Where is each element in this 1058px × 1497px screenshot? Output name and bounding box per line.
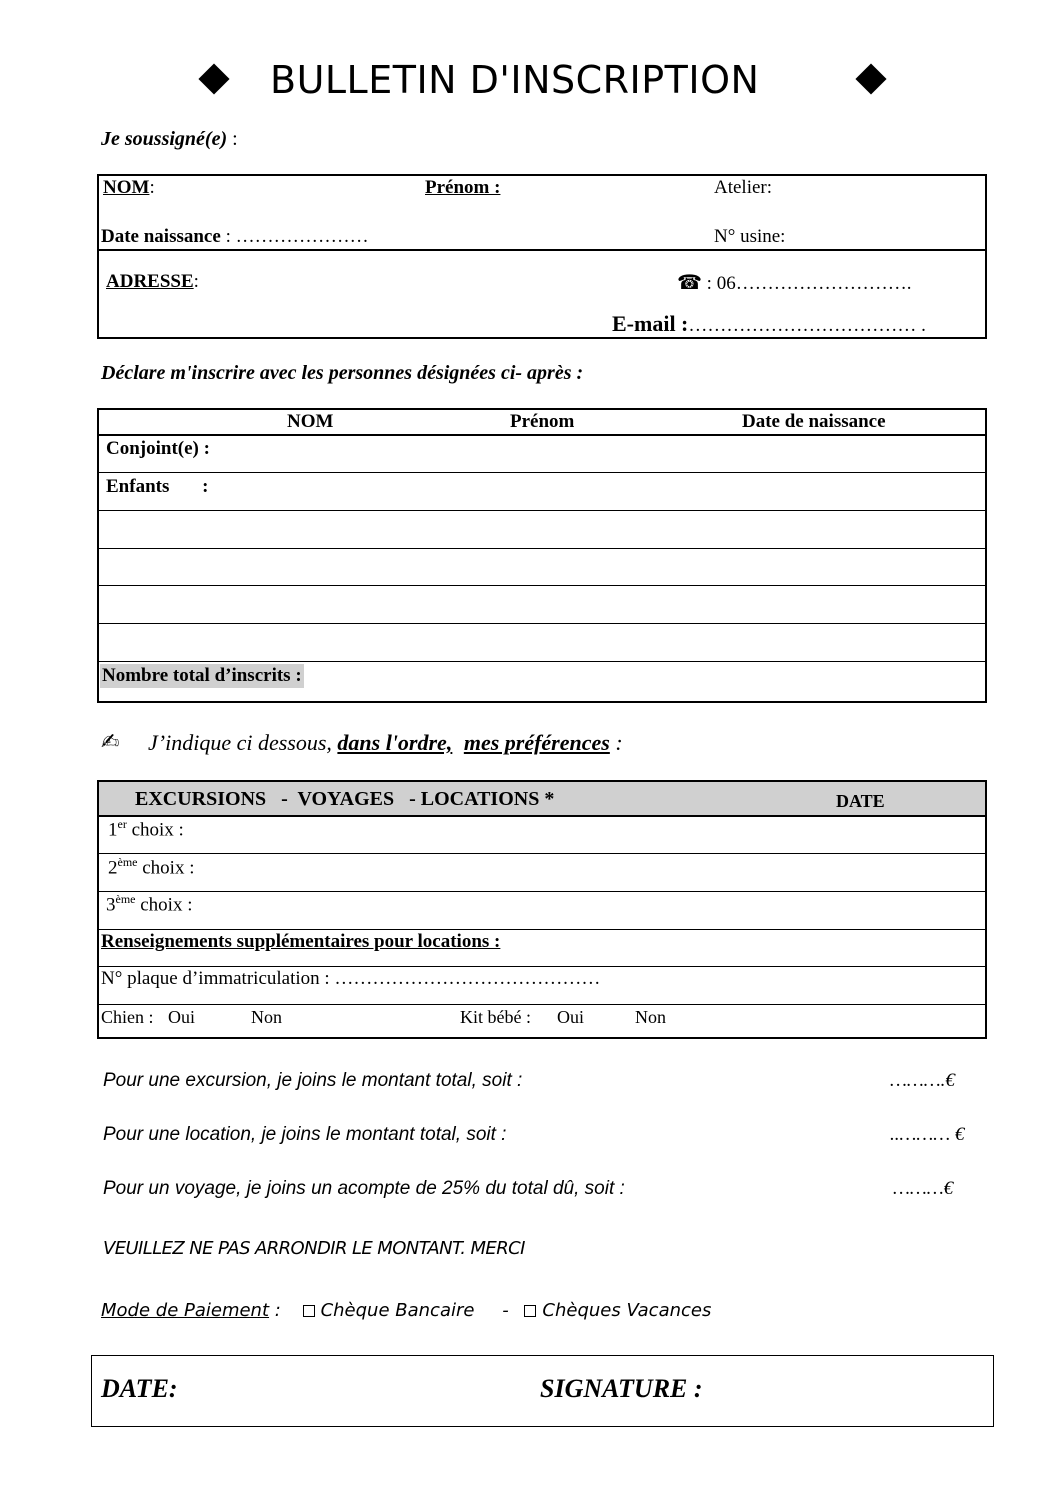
- choice-1-label: choix :: [126, 819, 184, 841]
- conjoint-label: Conjoint(e) :: [106, 438, 210, 459]
- choice-2-sup: ème: [117, 855, 138, 869]
- persons-header-divider: [97, 434, 987, 436]
- email-label: E-mail :: [612, 311, 689, 336]
- table-row-divider: [97, 585, 987, 586]
- adresse-colon: :: [193, 271, 199, 292]
- choices-header: EXCURSIONS - VOYAGES - LOCATIONS *: [135, 788, 555, 810]
- preferences-ordre: dans l'ordre,: [337, 730, 453, 755]
- date-naissance-field[interactable]: [101, 226, 369, 248]
- choice-3[interactable]: [106, 892, 193, 916]
- cheques-vacances-label: Chèques Vacances: [542, 1300, 712, 1321]
- payment-mode-label: Mode de Paiement: [101, 1300, 270, 1321]
- choice-3-sup: ème: [115, 892, 136, 906]
- enfants-label: [106, 476, 208, 498]
- choices-table: [97, 780, 987, 1039]
- chien-non-option[interactable]: Non: [251, 1007, 282, 1027]
- table-row-divider: [97, 966, 987, 967]
- preferences-line: [148, 730, 623, 756]
- adresse-field[interactable]: [106, 271, 199, 293]
- declare-text: Déclare m'inscrire avec les personnes désignées ci- après :: [101, 362, 584, 384]
- voyage-label: Pour un voyage, je joins un acompte de 25% du total dû, soit :: [103, 1178, 625, 1199]
- adresse-label: ADRESSE: [106, 271, 194, 292]
- header-nom: NOM: [287, 411, 334, 432]
- table-row-divider: [97, 623, 987, 624]
- soussigne-line: [101, 128, 238, 151]
- writing-hand-icon: ✍: [101, 730, 120, 755]
- choice-1-num: 1: [108, 819, 118, 841]
- payment-mode-line: [101, 1300, 711, 1321]
- cheques-vacances-option[interactable]: [524, 1300, 711, 1321]
- date-naissance-value: : …………………: [225, 226, 369, 247]
- excursion-amount[interactable]: ……….€: [890, 1070, 955, 1091]
- diamond-icon-right: [855, 63, 886, 94]
- table-row-divider: [97, 472, 987, 473]
- table-row-divider: [97, 853, 987, 854]
- date-header: DATE: [836, 791, 885, 811]
- choice-3-num: 3: [106, 894, 116, 916]
- location-amount[interactable]: ..……… €: [890, 1124, 965, 1145]
- chien-oui-option[interactable]: Oui: [168, 1007, 195, 1027]
- date-naissance-label: Date naissance: [101, 226, 221, 247]
- choice-2-num: 2: [108, 857, 118, 879]
- signature-label[interactable]: SIGNATURE :: [540, 1374, 703, 1403]
- email-value: ……………………………… .: [688, 315, 926, 336]
- date-label: DATE:: [101, 1374, 178, 1403]
- excursion-label: Pour une excursion, je joins le montant total, soit :: [103, 1070, 523, 1091]
- checkbox-icon[interactable]: [303, 1305, 315, 1317]
- preferences-prefs: mes préférences: [463, 730, 610, 755]
- enfants-text: Enfants: [106, 476, 170, 497]
- soussigne-colon: :: [232, 128, 238, 150]
- nom-field[interactable]: [103, 177, 155, 199]
- prenom-label: Prénom :: [425, 177, 501, 198]
- cheque-bancaire-option[interactable]: [303, 1300, 475, 1321]
- phone-icon: ☎: [677, 270, 702, 294]
- choices-header-divider: [97, 815, 987, 817]
- email-field[interactable]: [612, 311, 926, 337]
- location-label: Pour une location, je joins le montant total, soit :: [103, 1124, 507, 1145]
- usine-label: N° usine:: [714, 226, 786, 247]
- diamond-icon-left: [198, 63, 229, 94]
- choice-1-sup: er: [117, 817, 127, 831]
- table-row-divider: [97, 510, 987, 511]
- table-row-divider: [97, 929, 987, 930]
- plaque-field[interactable]: N° plaque d’immatriculation : ……………………………………: [101, 968, 601, 989]
- kit-oui-option[interactable]: Oui: [557, 1007, 584, 1027]
- nom-colon: :: [149, 177, 155, 198]
- soussigne-label: Je soussigné(e): [101, 128, 228, 150]
- table-row-divider: [97, 548, 987, 549]
- total-inscrits-label: Nombre total d’inscrits :: [102, 665, 302, 686]
- persons-table: [97, 408, 987, 703]
- table-row-divider: [97, 891, 987, 892]
- checkbox-icon[interactable]: [524, 1305, 536, 1317]
- choice-1[interactable]: [108, 817, 184, 841]
- header-prenom: Prénom: [510, 411, 575, 432]
- table-row-divider: [97, 1004, 987, 1005]
- voyage-amount[interactable]: ………€: [893, 1178, 954, 1199]
- table-row-divider: [97, 661, 987, 662]
- choice-2-label: choix :: [137, 857, 195, 879]
- phone-value: : 06……………………….: [706, 273, 912, 294]
- preferences-colon: :: [615, 730, 623, 755]
- chien-label: Chien :: [101, 1007, 154, 1027]
- payment-separator: -: [502, 1300, 509, 1321]
- renseignements-label: Renseignements supplémentaires pour locations :: [101, 931, 501, 952]
- cheque-bancaire-label: Chèque Bancaire: [320, 1300, 475, 1321]
- identity-divider: [97, 249, 987, 251]
- preferences-intro: J’indique ci dessous,: [148, 730, 332, 755]
- kit-non-option[interactable]: Non: [635, 1007, 666, 1027]
- nom-label: NOM: [103, 177, 150, 198]
- phone-field[interactable]: [677, 270, 911, 295]
- atelier-label: Atelier:: [714, 177, 773, 198]
- notice-text: VEUILLEZ NE PAS ARRONDIR LE MONTANT. MERCI: [103, 1238, 525, 1259]
- choice-3-label: choix :: [135, 894, 193, 916]
- enfants-colon: :: [202, 476, 209, 497]
- payment-mode-colon: :: [274, 1300, 281, 1321]
- kit-bebe-label: Kit bébé :: [460, 1007, 531, 1027]
- header-date-naissance: Date de naissance: [742, 411, 886, 432]
- page-title: BULLETIN D'INSCRIPTION: [270, 58, 760, 102]
- choice-2[interactable]: [108, 855, 195, 879]
